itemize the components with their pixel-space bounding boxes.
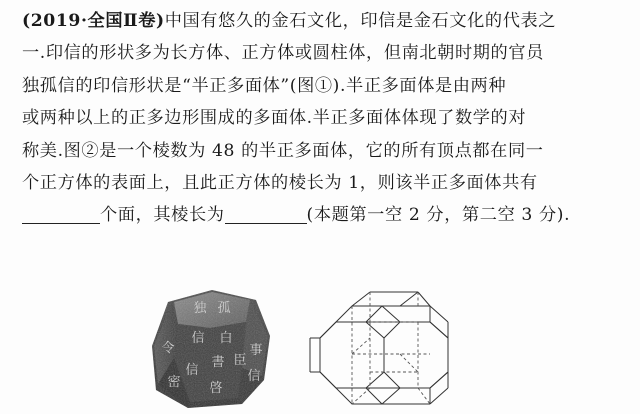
problem-line-1 xyxy=(22,5,622,37)
seal-char-12: 密 xyxy=(167,375,181,390)
seal-char-7: 信 xyxy=(185,363,199,378)
problem-line-4: 或两种以上的正多边形围成的多面体.半正多面体体现了数学的对 xyxy=(22,108,527,129)
answer-blank-face-count[interactable] xyxy=(22,205,100,224)
polyhedron-diagram xyxy=(308,288,454,410)
seal-char-10: 令 xyxy=(161,341,175,356)
answer-blank-edge-length[interactable] xyxy=(225,205,307,224)
polyhedron-solid-edges xyxy=(310,292,448,404)
problem-text xyxy=(22,5,622,232)
problem-line-7-text-a: 个面，其棱长为 xyxy=(100,205,225,226)
problem-line-7-text-b: (本题第一空 2 分，第二空 3 分). xyxy=(306,205,571,226)
problem-line-1-text: 中国有悠久的金石文化，印信是金石文化的代表之 xyxy=(164,11,557,31)
problem-line-7 xyxy=(22,199,622,231)
seal-char-3: 信 xyxy=(191,331,205,346)
figures-row xyxy=(0,282,640,414)
polyhedron-hidden-edges xyxy=(352,292,430,404)
problem-line-2: 一.印信的形状多为长方体、正方体或圆柱体，但南北朝时期的官员 xyxy=(22,43,544,64)
seal-photo xyxy=(150,288,272,410)
seal-char-11: 信 xyxy=(247,369,261,384)
seal-char-9: 事 xyxy=(249,343,263,358)
problem-line-3: 独孤信的印信形状是“半正多面体”(图①).半正多面体是由两种 xyxy=(22,75,507,96)
seal-char-5: 書 xyxy=(211,355,225,370)
seal-char-6: 臣 xyxy=(233,353,247,368)
problem-line-5: 称美.图②是一个棱数为 48 的半正多面体，它的所有顶点都在同一 xyxy=(22,140,544,161)
problem-line-6: 个正方体的表面上，且此正方体的棱长为 1，则该半正多面体共有 xyxy=(22,172,538,193)
seal-char-2: 孤 xyxy=(217,301,231,316)
seal-char-1: 独 xyxy=(193,301,207,316)
seal-char-8: 啓 xyxy=(209,381,223,396)
problem-source: (2019·全国Ⅱ卷) xyxy=(22,11,165,31)
seal-char-4: 白 xyxy=(219,331,233,346)
